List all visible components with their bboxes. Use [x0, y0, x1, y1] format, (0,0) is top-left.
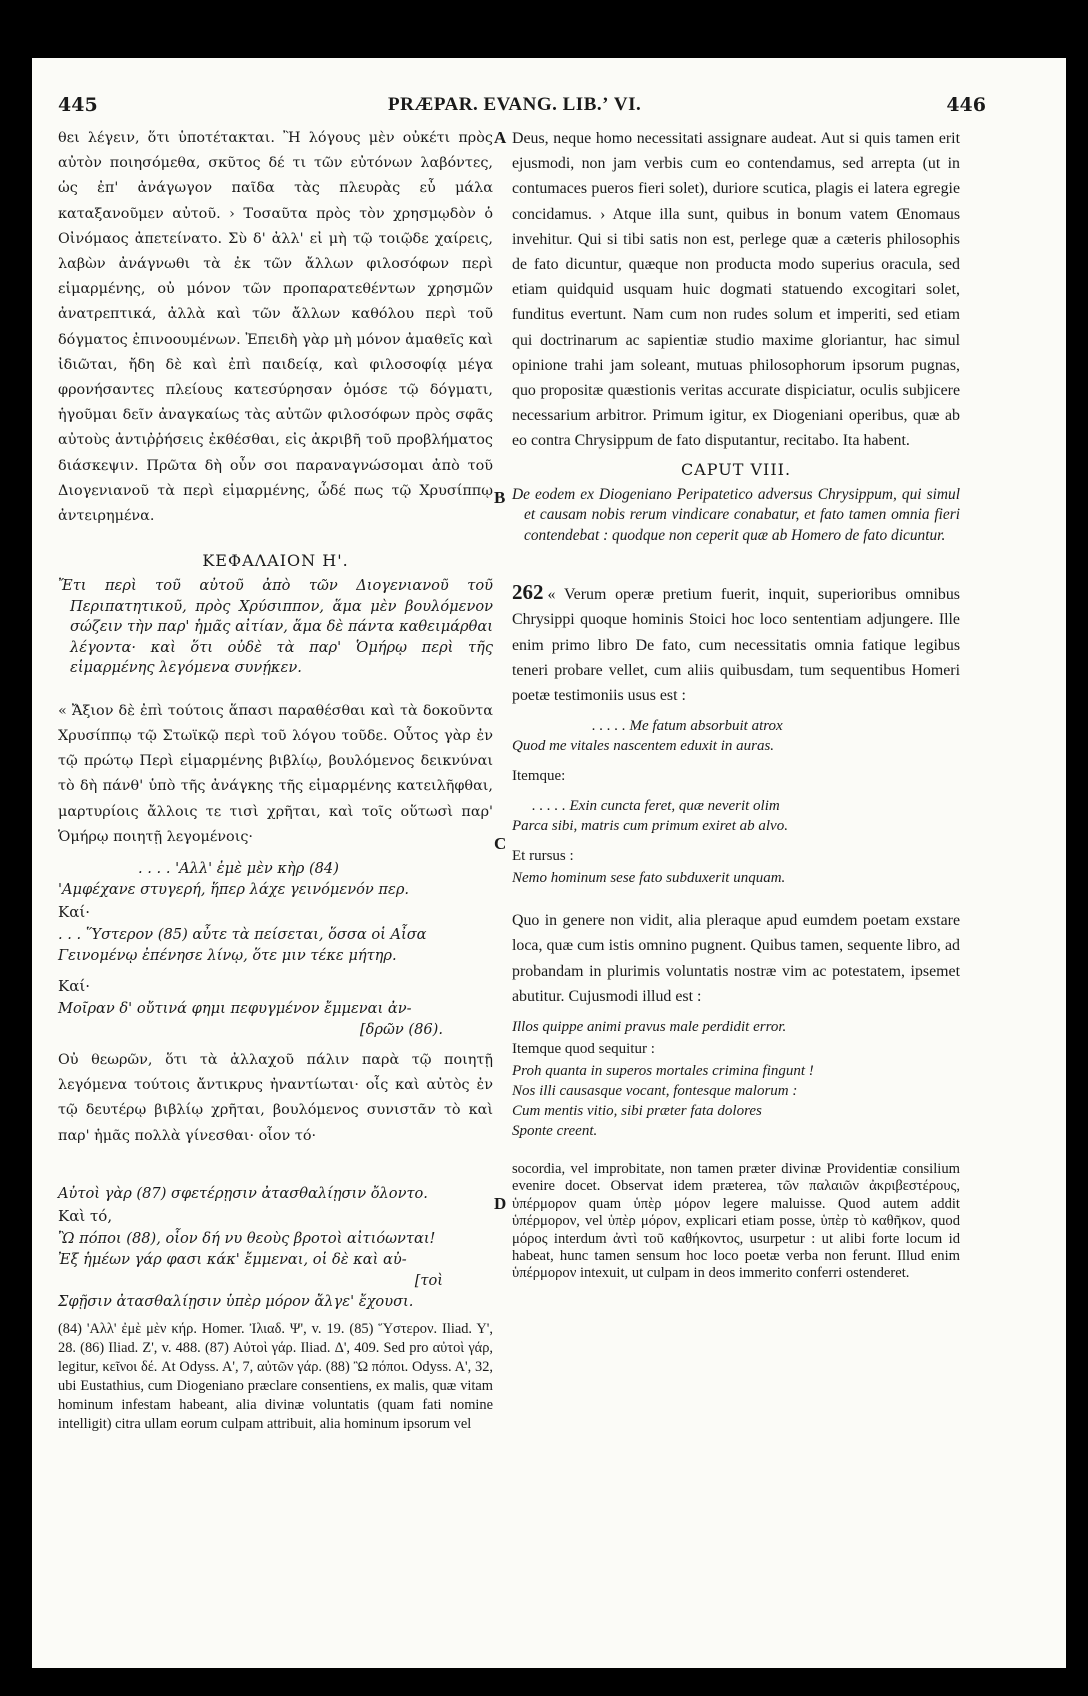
greek-verse-3b: [δρῶν (86). — [359, 1020, 443, 1038]
greek-paragraph-1: « Ἄξιον δὲ ἐπὶ τούτοις ἅπασι παραθέσθαι καὶ τὰ δοκοῦντα Χρυσίππῳ τῷ Στωϊκῷ περὶ τοῦ λόγου τοῦδε. Οὗτος γὰρ ἐν τῷ πρώτῳ Περὶ εἱμαρμένης βιβλίῳ, βουλόμενος δεικνύναι τὸ δὴ πάνθ' ὑπὸ τῆς ἀνάγκης τῆς εἱμαρμένης κατειλῆφθαι, μαρτυρίοις ἄλλοις τε τισὶ χρῆται, καὶ τοῖς οὕτωσὶ παρ' Ὁμήρῳ ποιητῇ λεγομένοις· — [58, 702, 493, 845]
latin-verse-1b: Quod me vitales nascentem eduxit in auras. — [512, 738, 775, 755]
greek-verse-3a: Μοῖραν δ' οὔτινά φημι πεφυγμένον ἔμμεναι ἀν- — [58, 999, 412, 1017]
latin-verse-5c: Cum mentis vitio, sibi præter fata dolores — [512, 1102, 762, 1119]
latin-verse-5d: Sponte creent. — [512, 1122, 598, 1139]
latin-label-et-rursus: Et rursus : — [512, 848, 574, 865]
greek-verse-2b: Γεινομένῳ ἐπένησε λίνῳ, ὅτε μιν τέκε μήτηρ. — [58, 946, 397, 964]
greek-intro-paragraph: θει λέγειν, ὅτι ὑποτέτακται. Ἢ λόγους μὲν οὐκέτι πρὸς αὐτὸν ποιησόμεθα, σκῦτος δέ τι τῶν εὐτόνων λαβόντες, ὡς ἐπ' ἀνάγωγον παῖδα τὰς πλευρὰς εὖ μάλα καταξανοῦμεν αὐτοῦ. › Τοσαῦτα πρὸς τὸν χρησμῳδὸν ὁ Οἰνόμαος ἀπετείνατο. Σὺ δ' ἀλλ' εἰ μὴ τῷ τοιῷδε χαίρεις, λαβὼν ἀνάγνωθι τὰ ἐκ τῶν ἄλλων φιλοσόφων περὶ εἱμαρμένης, οὐ μόνον τῶν προπαρατεθέντων χρησμῶν ἀνατρεπτικά, ἀλλὰ καὶ τῶν ἄλλων καθόλου περὶ τοῦ δόγματος ἐπινοουμένων. Ἐπειδὴ γὰρ μὴ μόνον ἀμαθεῖς καὶ ἰδιῶται, ἤδη δὲ καὶ ἐπὶ παιδείᾳ, καὶ φιλοσοφίᾳ μέγα φρονήσαντες πλείους κατεσύρησαν ὁμόσε τῷ δόγματι, ἡγοῦμαι δεῖν ἀναγκαίως τὰς αὐτῶν φιλοσόφων πρὸς σφᾶς αὐτοὺς ἀντιῤῥήσεις ἐκθέσθαι, εἰς ἀκριβῆ τοῦ προβλήματος διάσκεψιν. Πρῶτα δὴ οὖν σοι παραναγνώσομαι ἀπὸ τοῦ Διογενιανοῦ τὰ περὶ εἱμαρμένης, ὧδέ πως τῷ Χρυσίππῳ ἀντειρημένα. — [58, 130, 493, 525]
greek-verse-1a: . . . . 'Αλλ' ἐμὲ μὲν κὴρ (84) — [138, 859, 339, 877]
margin-letter-d: D — [494, 1194, 507, 1213]
latin-verse-2b: Parca sibi, matris cum primum exiret ab alvo. — [512, 818, 788, 835]
latin-verse-3: Nemo hominum sese fato subduxerit unquam. — [512, 870, 786, 887]
greek-chapter-summary: Ἔτι περὶ τοῦ αὐτοῦ ἀπὸ τῶν Διογενιανοῦ τοῦ Περιπατητικοῦ, πρὸς Χρύσιππον, ἅμα μὲν βουλόμενον σώζειν τὴν παρ' ἡμᾶς αἰτίαν, ἅμα δὲ πάντα καθειμάρθαι λέγοντα· καὶ ὅτι οὐδὲ τὰ παρ' Ὁμήρῳ περὶ τῆς εἱμαρμένης λεγόμενα συνῄκεν. — [58, 577, 493, 677]
page-number-left: 445 — [58, 94, 98, 116]
page-number-right: 446 — [946, 94, 986, 116]
section-number: 262 — [512, 580, 544, 605]
margin-letter-c: C — [494, 834, 507, 853]
greek-verse-2a: . . . Ὕστερον (85) αὖτε τὰ πείσεται, ὅσσα οἱ Αἶσα — [58, 925, 427, 943]
greek-verse-5c: [τοὶ — [414, 1271, 443, 1289]
latin-verse-1a: . . . . . Me fatum absorbuit atrox — [592, 718, 783, 735]
latin-column — [512, 126, 960, 1283]
greek-label-kai-2: Καί· — [58, 976, 90, 995]
latin-paragraph-2: Quo in genere non vidit, alia pleraque apud eumdem poetam exstare loca, quæ cum istis omnino pugnent. Quibus tamen, sequente libro, ad probandam in plurimis voluntatis nostræ vim ac potestatem, ipsemet abutitur. Cujusmodi illud est : — [512, 912, 960, 1005]
latin-paragraph-1 — [512, 580, 960, 708]
book-page — [32, 58, 1066, 1668]
latin-chapter-title: CAPUT VIII. — [680, 459, 792, 479]
latin-label-itemque-1: Itemque: — [512, 768, 566, 785]
greek-verse-1b: 'Αμφέχανε στυγερή, ἥπερ λάχε γεινόμενόν περ. — [58, 880, 410, 898]
greek-verse-5a: Ὢ πόποι (88), οἷον δή νυ θεοὺς βροτοὶ αἰτιόωνται! — [58, 1229, 436, 1247]
latin-footnotes: socordia, vel improbitate, non tamen præter divinæ Providentiæ consilium evenire docet. Observat idem præterea, τῶν παλαιῶν ἀκριβεστέρους, ὑπέρμορον quam ὑπὲρ μόρον legere maluisse. Quod autem addit ὑπέρμορον, vel ὑπὲρ μόρον, explicari etiam posse, ὑπὲρ τὸ καθῆκον, quod μόρος interdum ἀντὶ τοῦ καθήκοντος, usurpetur : ut alibi forte locum id habeat, hunc tamen sensum hoc loco poetæ verba non ferunt. Illud enim ὑπέρμορον intexuit, ut culpam in deos immerito conferri ostenderet. — [512, 1160, 960, 1282]
greek-verse-5d: Σφῇσιν ἀτασθαλίῃσιν ὑπὲρ μόρον ἄλγε' ἔχουσι. — [58, 1292, 414, 1310]
greek-paragraph-2: Οὐ θεωρῶν, ὅτι τὰ ἀλλαχοῦ πάλιν παρὰ τῷ ποιητῇ λεγόμενα τούτοις ἄντικρυς ἠναντίωται· οἷς καὶ αὐτὸς ἐν τῷ δευτέρῳ βιβλίῳ χρῆται, βουλόμενος συνιστᾶν τὸ καὶ παρ' ἡμᾶς πολλὰ γίνεσθαι· οἷον τό· — [58, 1051, 493, 1144]
greek-verse-4: Αὐτοὶ γὰρ (87) σφετέρῃσιν ἀτασθαλίῃσιν ὄλοντο. — [58, 1184, 428, 1202]
running-title: PRÆPAR. EVANG. LIB.ʼ VI. — [388, 94, 642, 115]
page-header — [58, 94, 986, 128]
greek-label-kai-to: Καὶ τό, — [58, 1206, 113, 1225]
greek-column — [58, 126, 493, 1434]
latin-label-itemque-2: Itemque quod sequitur : — [512, 1040, 655, 1057]
greek-verse-5b: Ἐξ ἡμέων γάρ φασι κάκ' ἔμμεναι, οἱ δὲ καὶ αὐ- — [58, 1250, 407, 1268]
latin-verse-2a: . . . . . Exin cuncta feret, quæ neverit olim — [532, 798, 780, 815]
latin-paragraph-1-text: « Verum operæ pretium fuerit, inquit, superioribus omnibus Chrysippi quoque hominis Stoici hoc loco sententiam adjungere. Ille enim primo libro De fato, cum necessitatis omnia fatique legibus teneri probare vellet, cum aliis quibusdam, tum sequentibus Homeri poetæ testimoniis usus est : — [512, 586, 960, 704]
latin-verse-4: Illos quippe animi pravus male perdidit error. — [512, 1018, 787, 1035]
margin-letter-a: A — [494, 128, 507, 147]
margin-letter-b: B — [494, 488, 506, 507]
latin-chapter-summary: De eodem ex Diogeniano Peripatetico adversus Chrysippum, qui simul et causam nobis rerum vindicare conabatur, et fato tamen omnia fieri contendebat : quodque non ceperit quæ ab Homero de fato dicuntur. — [512, 485, 960, 544]
latin-verse-5b: Nos illi causasque vocant, fontesque malorum : — [512, 1082, 798, 1099]
latin-verse-5a: Proh quanta in superos mortales crimina fingunt ! — [512, 1062, 814, 1079]
greek-chapter-title: ΚΕΦΑΛΑΙΟΝ Η'. — [202, 551, 349, 571]
latin-intro-paragraph: Deus, neque homo necessitati assignare audeat. Aut si quis tamen erit ejusmodi, non jam verbis cum eo contendamus, sed arrepta (ut in contumaces pueros fieri solet), duriore scutica, plagis ei latera egregie concidamus. › Atque illa sunt, quibus in bonum vatem Œnomaus invehitur. Qui si tibi satis non est, perlege quæ a cæteris philosophis de fato dicuntur, quæque non producta modo superius oracula, sed etiam quidquid usquam huic dogmati statuendo excogitari solet, funditus evertunt. Nam cum non rudes solum et imperiti, sed etiam qui doctrinarum ac sapientiæ studio maxime gloriantur, hac simul opinione trahi jam soleant, mutuas philosophorum ipsorum pugnas, quo propositæ quæstionis veritas accurate dispiciatur, oculis subjicere necessarium arbitror. Primum igitur, ex Diogeniani operibus, quæ ab eo contra Chrysippum de fato disputantur, recitabo. Ita habent. — [512, 130, 960, 450]
greek-label-kai-1: Καί· — [58, 902, 90, 921]
greek-footnotes: (84) 'Αλλ' ἐμὲ μὲν κήρ. Homer. Ἰλιαδ. Ψ', v. 19. (85) Ὕστερον. Iliad. Y', 28. (86) Iliad. Z', v. 488. (87) Αὐτοὶ γάρ. Iliad. Δ', 409. Sed pro αὐτοὶ γάρ, legitur, κεῖνοι δέ. At Odyss. A', 7, αὐτῶν γάρ. (88) Ὢ πόποι. Odyss. A', 32, ubi Eustathius, cum Diogeniano præclare consentiens, ex malis, quæ vitam hominum infestam habeant, alia divinæ voluntatis (quam fati nomine intelligit) citra ullam eorum culpam attribuit, alia hominum ipsorum vel — [58, 1320, 493, 1432]
